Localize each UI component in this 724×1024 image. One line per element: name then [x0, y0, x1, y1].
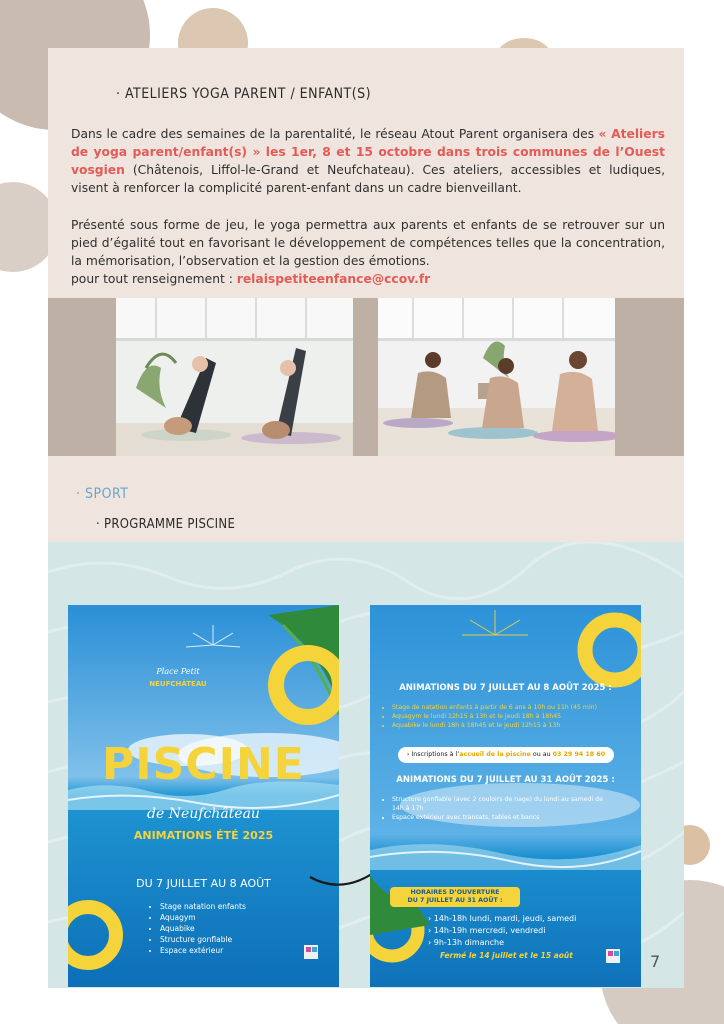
- contact-label: pour tout renseignement :: [71, 272, 237, 286]
- poster1-place: Place Petit: [156, 667, 200, 676]
- activity-item: • Stage natation enfants: [160, 901, 246, 912]
- poster1-dates: DU 7 JUILLET AU 8 AOÛT: [136, 877, 271, 890]
- yoga-photo-2: [378, 298, 615, 456]
- sport-heading: · SPORT: [76, 486, 129, 502]
- poster2-closed-note: Fermé le 14 juillet et le 15 août: [440, 951, 573, 960]
- activity-item: • Aquagym: [160, 912, 246, 923]
- hours-item: › 9h-13h dimanche: [428, 938, 505, 947]
- poster1-title: PISCINE: [102, 739, 305, 790]
- animation-item: • Espace extérieur avec transats, tables et bancs: [392, 813, 612, 822]
- yoga-paragraph-1: Dans le cadre des semaines de la parentalité, le réseau Atout Parent organisera des « Ateliers de yoga parent/enfant(s) » les 1er, 8 et 15 octobre dans trois communes de l’Ouest vosgien (Châtenois, Liffol-le-Grand et Neufchateau). Ces ateliers, accessibles et ludiques, visent à renforcer la complicité parent-enfant dans un cadre bienveillant.: [71, 127, 665, 195]
- poster2-list-2: [392, 795, 612, 822]
- poster2-hours: [428, 913, 576, 949]
- yoga-heading: · ATELIERS YOGA PARENT / ENFANT(S): [116, 86, 372, 102]
- poster2-list-1: [392, 703, 632, 730]
- poster2-heading-1: ANIMATIONS DU 7 JUILLET AU 8 AOÛT 2025 :: [399, 683, 612, 693]
- poster2-hours-title: HORAIRES D’OUVERTURE DU 7 JUILLET AU 31 AOÛT :: [390, 887, 520, 907]
- animation-item: • Stage de natation enfants à partir de 6 ans à 10h ou 11h (45 min): [392, 703, 632, 712]
- poster2-inscription: › Inscriptions à l’accueil de la piscine ou au 03 29 94 18 60: [398, 747, 614, 763]
- poster1-subtitle: ANIMATIONS ÉTÉ 2025: [133, 829, 274, 842]
- poster2-heading-2: ANIMATIONS DU 7 JUILLET AU 31 AOÛT 2025 :: [396, 775, 615, 785]
- contact-email-link[interactable]: relaispetiteenfance@ccov.fr: [236, 272, 431, 286]
- animation-item: • Aquabike le lundi 18h à 18h45 et le jeudi 12h15 à 13h: [392, 721, 632, 730]
- page-number: 7: [650, 952, 661, 971]
- pool-program-heading: · PROGRAMME PISCINE: [96, 517, 236, 532]
- activity-item: • Aquabike: [160, 923, 246, 934]
- animation-item: • Aquagym le lundi 12h15 à 13h et le jeudi 18h à 18h45: [392, 712, 632, 721]
- animation-item: • Structure gonflable (avec 2 couloirs de nage) du lundi au samedi de 14h à 17h: [392, 795, 612, 813]
- poster1-script-title: de Neufchâteau: [147, 806, 260, 822]
- yoga-photo-1: [116, 298, 353, 456]
- pool-poster-1: [68, 605, 339, 987]
- hours-item: › 14h-19h mercredi, vendredi: [428, 926, 546, 935]
- pool-poster-2: [370, 605, 641, 987]
- poster1-city: NEUFCHÂTEAU: [149, 680, 207, 688]
- poster1-activity-list: [160, 901, 246, 956]
- activity-item: • Structure gonflable: [160, 934, 246, 945]
- hours-item: › 14h-18h lundi, mardi, jeudi, samedi: [428, 914, 577, 923]
- activity-item: • Espace extérieur: [160, 945, 246, 956]
- yoga-highlight: « Ateliers de yoga parent/enfant(s) » les 1er, 8 et 15 octobre dans trois communes de l’Ouest vosgien: [71, 127, 665, 177]
- yoga-paragraph-2: Présenté sous forme de jeu, le yoga permettra aux parents et enfants de se retrouver sur un pied d’égalité tout en favorisant le développement de compétences telles que la concentration, la mémorisation, l’observation et la gestion des émotions. pour tout renseignement : relaispetiteenfance@ccov.fr: [71, 218, 665, 286]
